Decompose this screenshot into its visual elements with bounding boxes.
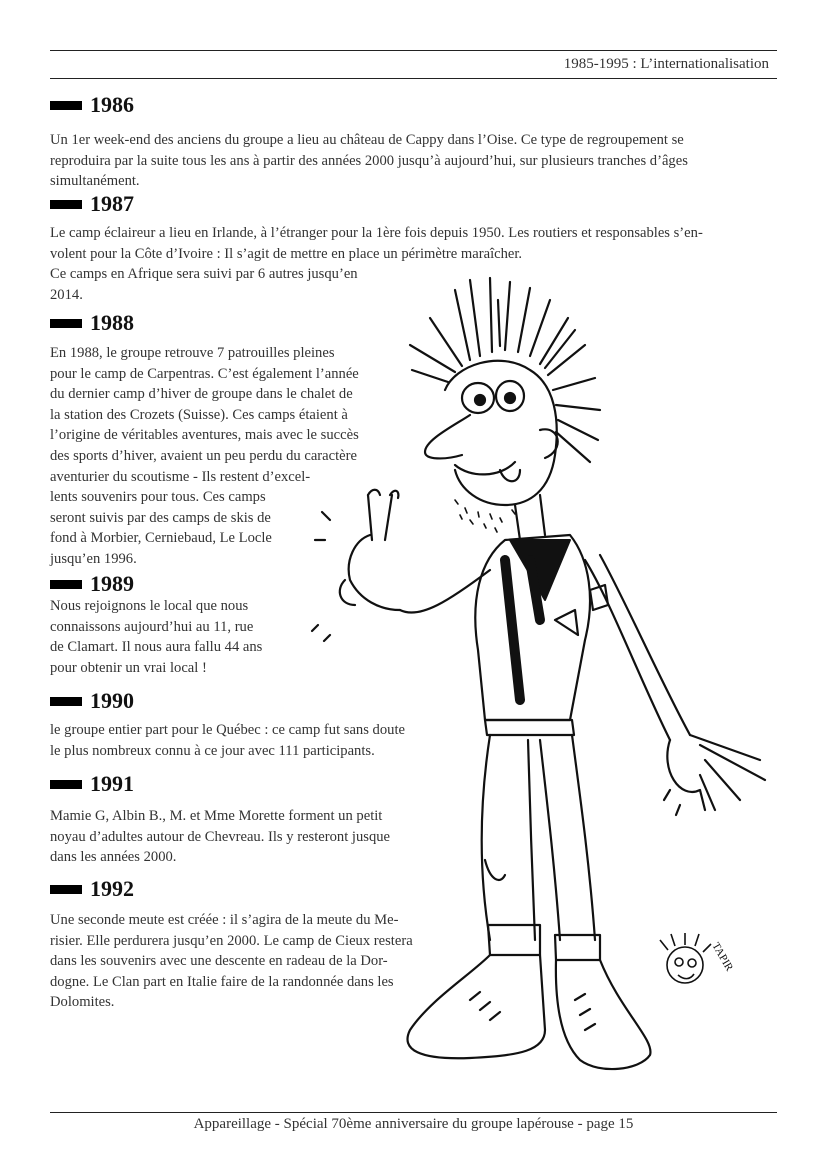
nose xyxy=(425,415,470,458)
year-label: 1989 xyxy=(90,571,134,596)
paragraph-1990: le groupe entier part pour le Québec : ce camp fut sans doute le plus nombreux connu à ce jour avec 111 participants. xyxy=(50,722,405,759)
paragraph-1988: En 1988, le groupe retrouve 7 patrouilles pleines pour le camp de Carpentras. C’est également l’année du dernier camp d’hiver de groupe dans le chalet de la station des Crozets (Suisse). Ces camps étaient à l’origine de véritables aventures, mais avec le succès des sports d’hiver, avaient un peu perdu du caractère aventurier du scoutisme - Ils restent d’excel- lents souvenirs pour tous. Ces camps seront suivis par des camps de skis de fond à Morbier, Cerniebaud, Le Locle jusqu’en 1996. xyxy=(50,345,359,567)
heading-bar-icon xyxy=(50,885,82,894)
year-heading-1986 xyxy=(50,92,134,118)
year-heading-1987 xyxy=(50,191,134,217)
left-leg xyxy=(482,735,490,940)
heading-bar-icon xyxy=(50,580,82,589)
year-heading-1990 xyxy=(50,688,134,714)
paragraph-1989: Nous rejoignons le local que nous connaissons aujourd’hui au 11, rue de Clamart. Il nous aura fallu 44 ans pour obtenir un vrai local ! xyxy=(50,598,263,676)
heading-bar-icon xyxy=(50,697,82,706)
scarf xyxy=(505,540,570,700)
year-heading-1992 xyxy=(50,876,134,902)
year-label: 1986 xyxy=(90,92,134,117)
heading-bar-icon xyxy=(50,200,82,209)
running-title: 1985-1995 : L’internationalisation xyxy=(563,56,769,72)
left-shoe xyxy=(408,955,546,1058)
paragraph-1987: Le camp éclaireur a lieu en Irlande, à l’étranger pour la 1ère fois depuis 1950. Les routiers et responsables s’en- volent pour la Côte d’Ivoire : Il s’agit de mettre en place un périmètre maraîcher. Ce camps en Afrique sera suivi par 6 autres jusqu’en 2014. xyxy=(50,225,703,303)
heading-bar-icon xyxy=(50,101,82,110)
year-label: 1990 xyxy=(90,688,134,713)
head-outline xyxy=(445,361,557,505)
paragraph-1991: Mamie G, Albin B., M. et Mme Morette forment un petit noyau d’adultes autour de Chevreau. Ils y resteront jusque dans les années 2000. xyxy=(50,808,391,866)
page-footer: Appareillage - Spécial 70ème anniversaire du groupe lapérouse - page 15 xyxy=(193,1116,634,1132)
artist-signature xyxy=(660,933,711,983)
year-heading-1989 xyxy=(50,571,134,597)
year-label: 1991 xyxy=(90,771,134,796)
heading-bar-icon xyxy=(50,319,82,328)
year-heading-1991 xyxy=(50,771,134,797)
right-leg xyxy=(540,740,560,940)
footer-rule xyxy=(50,1112,777,1113)
year-label: 1992 xyxy=(90,876,134,901)
year-label: 1987 xyxy=(90,191,134,216)
year-label: 1988 xyxy=(90,310,134,335)
year-heading-1988 xyxy=(50,310,134,336)
right-hand xyxy=(667,735,765,810)
paragraph-1992: Une seconde meute est créée : il s’agira de la meute du Me- risier. Elle perdurera jusqu’en 2000. Le camp de Cieux restera dans les souvenirs avec une descente en radeau de la Dor- dogne. Le Clan part en Italie faire de la randonnée dans les Dolomites. xyxy=(50,912,413,1011)
belt xyxy=(485,720,574,735)
paragraph-1986: Un 1er week-end des anciens du groupe a lieu au château de Cappy dans l’Oise. Ce type de regroupement se reproduira par la suite tous les ans à partir des années 2000 jusqu’à aujourd’hui, sur plusieurs tranches d’âges simultanément. xyxy=(50,132,688,190)
signature-text: TAPIR xyxy=(709,940,736,974)
right-shoe xyxy=(556,960,651,1069)
mouth xyxy=(455,462,515,474)
heading-bar-icon xyxy=(50,780,82,789)
